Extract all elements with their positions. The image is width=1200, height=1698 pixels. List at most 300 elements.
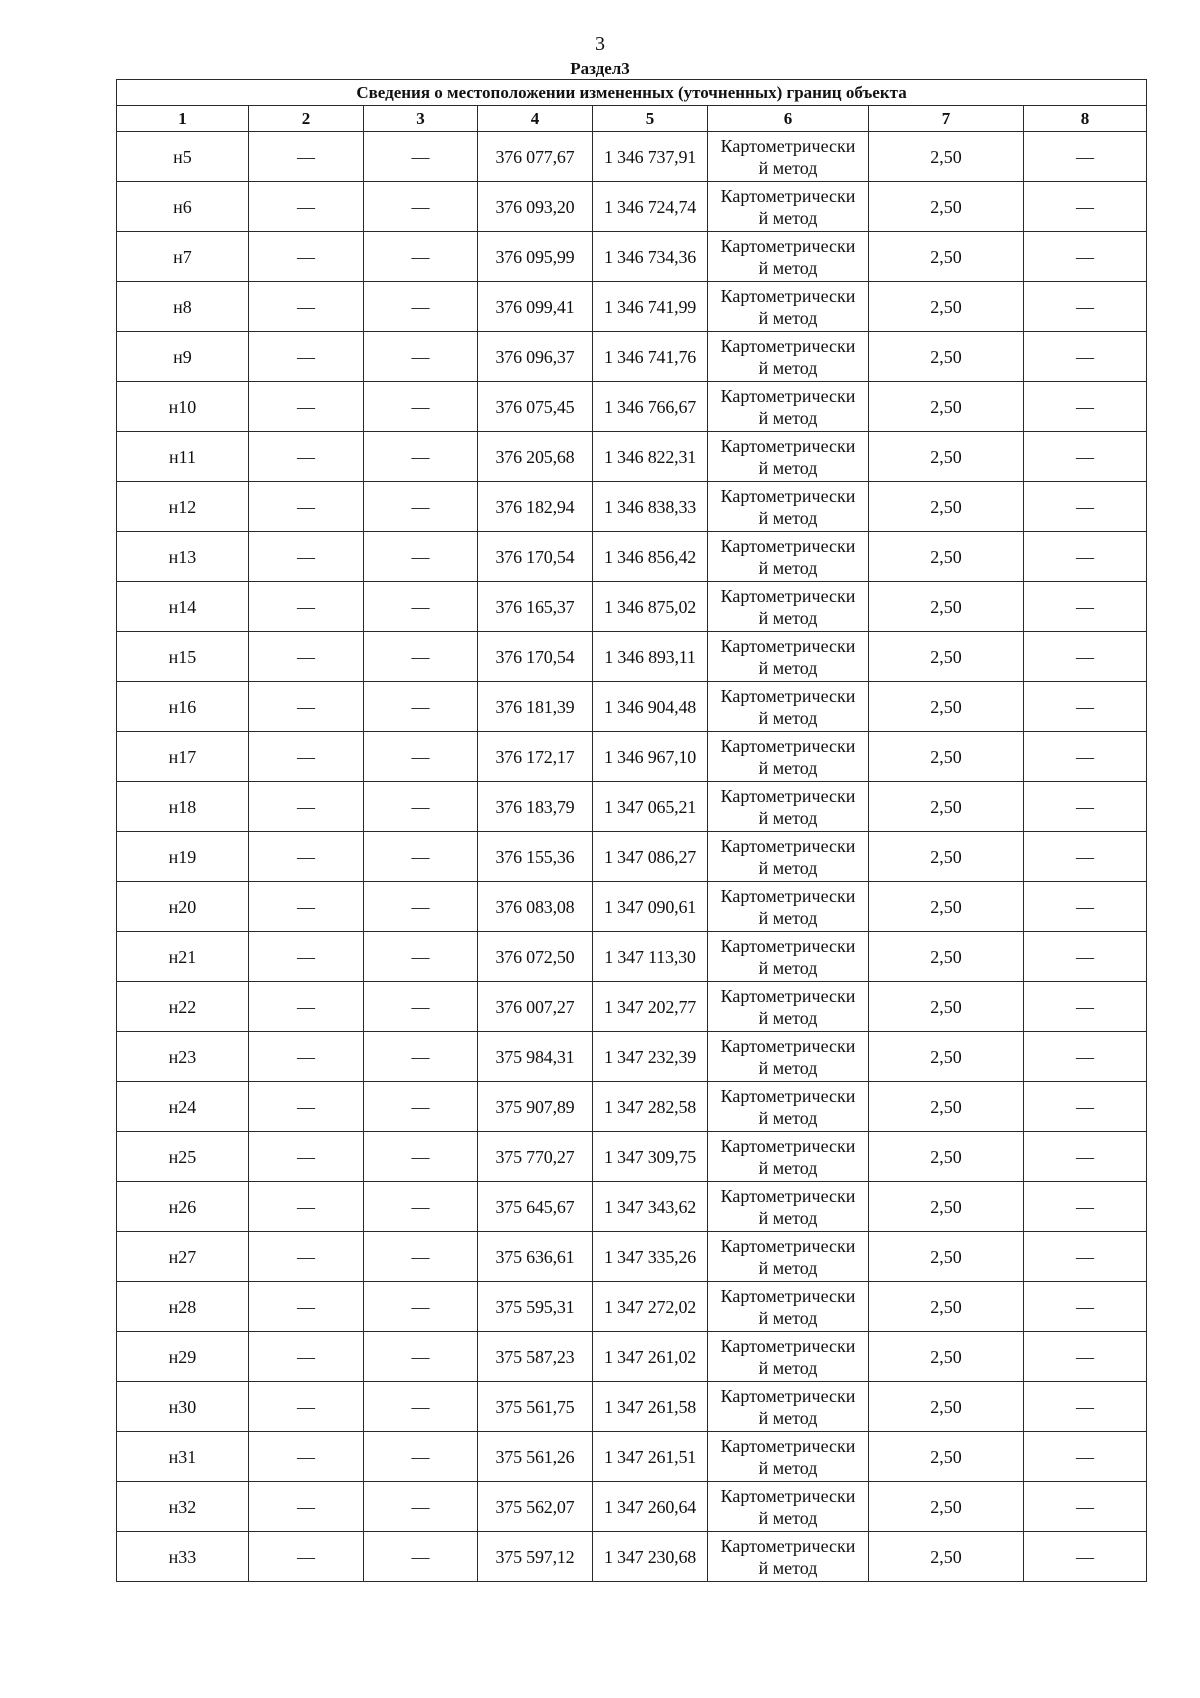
method-cell [708, 1382, 869, 1432]
x-coordinate-cell: 376 155,36 [478, 832, 593, 882]
method-line-1: Картометрически [720, 485, 856, 506]
x-coordinate-cell: 376 075,45 [478, 382, 593, 432]
accuracy-cell: 2,50 [869, 932, 1024, 982]
column-8-cell: — [1024, 1232, 1147, 1282]
column-8-cell: — [1024, 982, 1147, 1032]
method-line-2: й метод [758, 1307, 818, 1328]
accuracy-cell: 2,50 [869, 182, 1024, 232]
column-3-cell: — [364, 382, 478, 432]
point-id-cell: н9 [117, 332, 249, 382]
method-cell [708, 482, 869, 532]
accuracy-cell: 2,50 [869, 1182, 1024, 1232]
table-row [117, 1432, 1147, 1482]
column-8-cell: — [1024, 1182, 1147, 1232]
column-3-cell: — [364, 632, 478, 682]
point-id-cell: н8 [117, 282, 249, 332]
column-2-cell: — [249, 1482, 364, 1532]
method-cell [708, 732, 869, 782]
column-3-cell: — [364, 1032, 478, 1082]
column-3-cell: — [364, 882, 478, 932]
accuracy-cell: 2,50 [869, 282, 1024, 332]
method-line-2: й метод [758, 307, 818, 328]
method-line-1: Картометрически [720, 585, 856, 606]
method-line-1: Картометрически [720, 735, 856, 756]
method-cell [708, 882, 869, 932]
method-line-2: й метод [758, 1407, 818, 1428]
x-coordinate-cell: 375 645,67 [478, 1182, 593, 1232]
method-line-2: й метод [758, 1257, 818, 1278]
column-3-cell: — [364, 1482, 478, 1532]
method-line-2: й метод [758, 457, 818, 478]
table-row [117, 882, 1147, 932]
point-id-cell: н25 [117, 1132, 249, 1182]
column-2-cell: — [249, 1282, 364, 1332]
y-coordinate-cell: 1 346 875,02 [593, 582, 708, 632]
method-cell [708, 582, 869, 632]
method-line-1: Картометрически [720, 1085, 856, 1106]
point-id-cell: н10 [117, 382, 249, 432]
method-line-2: й метод [758, 407, 818, 428]
method-line-1: Картометрически [720, 1035, 856, 1056]
x-coordinate-cell: 376 183,79 [478, 782, 593, 832]
x-coordinate-cell: 375 984,31 [478, 1032, 593, 1082]
method-line-2: й метод [758, 1557, 818, 1578]
x-coordinate-cell: 376 096,37 [478, 332, 593, 382]
column-8-cell: — [1024, 332, 1147, 382]
y-coordinate-cell: 1 347 282,58 [593, 1082, 708, 1132]
column-2-cell: — [249, 182, 364, 232]
x-coordinate-cell: 375 587,23 [478, 1332, 593, 1382]
point-id-cell: н15 [117, 632, 249, 682]
y-coordinate-cell: 1 346 856,42 [593, 532, 708, 582]
column-8-cell: — [1024, 432, 1147, 482]
column-2-cell: — [249, 1082, 364, 1132]
point-id-cell: н33 [117, 1532, 249, 1582]
y-coordinate-cell: 1 346 967,10 [593, 732, 708, 782]
x-coordinate-cell: 375 561,75 [478, 1382, 593, 1432]
column-3-cell: — [364, 1532, 478, 1582]
column-2-cell: — [249, 632, 364, 682]
method-line-1: Картометрически [720, 385, 856, 406]
method-cell [708, 132, 869, 182]
column-2-cell: — [249, 1332, 364, 1382]
column-3-cell: — [364, 732, 478, 782]
column-3-cell: — [364, 232, 478, 282]
method-line-1: Картометрически [720, 535, 856, 556]
point-id-cell: н29 [117, 1332, 249, 1382]
accuracy-cell: 2,50 [869, 1382, 1024, 1432]
column-8-cell: — [1024, 482, 1147, 532]
method-line-2: й метод [758, 557, 818, 578]
accuracy-cell: 2,50 [869, 532, 1024, 582]
x-coordinate-cell: 376 095,99 [478, 232, 593, 282]
y-coordinate-cell: 1 346 734,36 [593, 232, 708, 282]
column-3-cell: — [364, 182, 478, 232]
method-line-1: Картометрически [720, 985, 856, 1006]
method-line-2: й метод [758, 357, 818, 378]
section-title: Раздел3 [570, 59, 630, 78]
column-3-cell: — [364, 832, 478, 882]
column-3-cell: — [364, 682, 478, 732]
x-coordinate-cell: 375 595,31 [478, 1282, 593, 1332]
column-8-cell: — [1024, 632, 1147, 682]
y-coordinate-cell: 1 346 766,67 [593, 382, 708, 432]
method-cell [708, 632, 869, 682]
point-id-cell: н31 [117, 1432, 249, 1482]
y-coordinate-cell: 1 347 086,27 [593, 832, 708, 882]
accuracy-cell: 2,50 [869, 982, 1024, 1032]
y-coordinate-cell: 1 346 822,31 [593, 432, 708, 482]
y-coordinate-cell: 1 346 737,91 [593, 132, 708, 182]
column-3-cell: — [364, 1232, 478, 1282]
method-line-1: Картометрически [720, 885, 856, 906]
x-coordinate-cell: 375 561,26 [478, 1432, 593, 1482]
x-coordinate-cell: 376 205,68 [478, 432, 593, 482]
column-3-cell: — [364, 932, 478, 982]
x-coordinate-cell: 376 172,17 [478, 732, 593, 782]
y-coordinate-cell: 1 347 261,02 [593, 1332, 708, 1382]
column-8-cell: — [1024, 282, 1147, 332]
method-cell [708, 782, 869, 832]
y-coordinate-cell: 1 347 261,58 [593, 1382, 708, 1432]
column-header: 4 [478, 106, 593, 132]
column-header: 3 [364, 106, 478, 132]
column-2-cell: — [249, 132, 364, 182]
table-row [117, 1232, 1147, 1282]
accuracy-cell: 2,50 [869, 732, 1024, 782]
method-cell [708, 1182, 869, 1232]
method-line-1: Картометрически [720, 335, 856, 356]
point-id-cell: н7 [117, 232, 249, 282]
method-cell [708, 932, 869, 982]
method-cell [708, 982, 869, 1032]
x-coordinate-cell: 375 562,07 [478, 1482, 593, 1532]
point-id-cell: н13 [117, 532, 249, 582]
table-row [117, 1182, 1147, 1232]
x-coordinate-cell: 376 083,08 [478, 882, 593, 932]
accuracy-cell: 2,50 [869, 582, 1024, 632]
column-2-cell: — [249, 732, 364, 782]
x-coordinate-cell: 376 099,41 [478, 282, 593, 332]
method-line-2: й метод [758, 607, 818, 628]
accuracy-cell: 2,50 [869, 882, 1024, 932]
accuracy-cell: 2,50 [869, 1432, 1024, 1482]
accuracy-cell: 2,50 [869, 382, 1024, 432]
column-2-cell: — [249, 282, 364, 332]
column-2-cell: — [249, 382, 364, 432]
method-cell [708, 532, 869, 582]
x-coordinate-cell: 376 170,54 [478, 632, 593, 682]
table-row [117, 632, 1147, 682]
method-line-2: й метод [758, 657, 818, 678]
method-cell [708, 1282, 869, 1332]
method-cell [708, 332, 869, 382]
y-coordinate-cell: 1 347 113,30 [593, 932, 708, 982]
point-id-cell: н30 [117, 1382, 249, 1432]
x-coordinate-cell: 376 170,54 [478, 532, 593, 582]
method-line-1: Картометрически [720, 1485, 856, 1506]
method-cell [708, 1532, 869, 1582]
column-8-cell: — [1024, 682, 1147, 732]
column-8-cell: — [1024, 832, 1147, 882]
method-line-2: й метод [758, 707, 818, 728]
method-line-2: й метод [758, 757, 818, 778]
column-2-cell: — [249, 1132, 364, 1182]
method-line-1: Картометрически [720, 1535, 856, 1556]
column-3-cell: — [364, 782, 478, 832]
column-2-cell: — [249, 782, 364, 832]
page-number: 3 [595, 33, 605, 55]
column-header: 2 [249, 106, 364, 132]
column-8-cell: — [1024, 1282, 1147, 1332]
column-3-cell: — [364, 132, 478, 182]
x-coordinate-cell: 376 181,39 [478, 682, 593, 732]
column-8-cell: — [1024, 1482, 1147, 1532]
method-cell [708, 1082, 869, 1132]
column-8-cell: — [1024, 782, 1147, 832]
accuracy-cell: 2,50 [869, 1082, 1024, 1132]
method-cell [708, 682, 869, 732]
point-id-cell: н18 [117, 782, 249, 832]
method-line-2: й метод [758, 1457, 818, 1478]
column-2-cell: — [249, 482, 364, 532]
point-id-cell: н5 [117, 132, 249, 182]
table-row [117, 1032, 1147, 1082]
table-row [117, 432, 1147, 482]
column-3-cell: — [364, 1432, 478, 1482]
accuracy-cell: 2,50 [869, 432, 1024, 482]
accuracy-cell: 2,50 [869, 332, 1024, 382]
accuracy-cell: 2,50 [869, 1132, 1024, 1182]
point-id-cell: н17 [117, 732, 249, 782]
column-3-cell: — [364, 582, 478, 632]
method-line-2: й метод [758, 257, 818, 278]
point-id-cell: н23 [117, 1032, 249, 1082]
method-cell [708, 1432, 869, 1482]
table-row [117, 1282, 1147, 1332]
y-coordinate-cell: 1 347 309,75 [593, 1132, 708, 1182]
method-line-1: Картометрически [720, 835, 856, 856]
column-3-cell: — [364, 1082, 478, 1132]
point-id-cell: н19 [117, 832, 249, 882]
y-coordinate-cell: 1 347 335,26 [593, 1232, 708, 1282]
y-coordinate-cell: 1 347 261,51 [593, 1432, 708, 1482]
method-line-2: й метод [758, 207, 818, 228]
column-8-cell: — [1024, 232, 1147, 282]
column-8-cell: — [1024, 132, 1147, 182]
method-line-2: й метод [758, 507, 818, 528]
column-2-cell: — [249, 982, 364, 1032]
table-row [117, 232, 1147, 282]
method-line-1: Картометрически [720, 1285, 856, 1306]
point-id-cell: н6 [117, 182, 249, 232]
table-caption: Сведения о местоположении измененных (уточненных) границ объекта [117, 80, 1147, 106]
accuracy-cell: 2,50 [869, 832, 1024, 882]
accuracy-cell: 2,50 [869, 482, 1024, 532]
column-3-cell: — [364, 332, 478, 382]
table-row [117, 182, 1147, 232]
method-line-1: Картометрически [720, 935, 856, 956]
column-8-cell: — [1024, 1532, 1147, 1582]
method-line-1: Картометрически [720, 1335, 856, 1356]
method-line-1: Картометрически [720, 1435, 856, 1456]
point-id-cell: н27 [117, 1232, 249, 1282]
method-cell [708, 1232, 869, 1282]
method-cell [708, 1132, 869, 1182]
point-id-cell: н11 [117, 432, 249, 482]
column-2-cell: — [249, 1532, 364, 1582]
y-coordinate-cell: 1 347 272,02 [593, 1282, 708, 1332]
method-line-2: й метод [758, 1357, 818, 1378]
method-line-1: Картометрически [720, 1185, 856, 1206]
point-id-cell: н24 [117, 1082, 249, 1132]
method-line-2: й метод [758, 1107, 818, 1128]
table-row [117, 1382, 1147, 1432]
column-2-cell: — [249, 432, 364, 482]
table-row [117, 732, 1147, 782]
accuracy-cell: 2,50 [869, 1532, 1024, 1582]
x-coordinate-cell: 375 907,89 [478, 1082, 593, 1132]
y-coordinate-cell: 1 347 202,77 [593, 982, 708, 1032]
column-2-cell: — [249, 532, 364, 582]
column-3-cell: — [364, 432, 478, 482]
method-line-1: Картометрически [720, 1135, 856, 1156]
table-row [117, 1132, 1147, 1182]
column-header: 7 [869, 106, 1024, 132]
method-line-2: й метод [758, 157, 818, 178]
column-8-cell: — [1024, 1332, 1147, 1382]
column-2-cell: — [249, 1432, 364, 1482]
method-line-2: й метод [758, 807, 818, 828]
accuracy-cell: 2,50 [869, 682, 1024, 732]
column-3-cell: — [364, 1282, 478, 1332]
column-3-cell: — [364, 482, 478, 532]
column-2-cell: — [249, 882, 364, 932]
x-coordinate-cell: 376 072,50 [478, 932, 593, 982]
method-line-1: Картометрически [720, 1385, 856, 1406]
method-line-1: Картометрически [720, 135, 856, 156]
y-coordinate-cell: 1 347 260,64 [593, 1482, 708, 1532]
table-header-row [117, 106, 1147, 132]
method-line-1: Картометрически [720, 1235, 856, 1256]
x-coordinate-cell: 375 597,12 [478, 1532, 593, 1582]
column-8-cell: — [1024, 1432, 1147, 1482]
method-line-1: Картометрически [720, 235, 856, 256]
column-3-cell: — [364, 282, 478, 332]
point-id-cell: н22 [117, 982, 249, 1032]
x-coordinate-cell: 375 636,61 [478, 1232, 593, 1282]
method-cell [708, 1482, 869, 1532]
method-line-1: Картометрически [720, 435, 856, 456]
y-coordinate-cell: 1 346 904,48 [593, 682, 708, 732]
accuracy-cell: 2,50 [869, 782, 1024, 832]
column-8-cell: — [1024, 182, 1147, 232]
table-row [117, 1532, 1147, 1582]
method-line-2: й метод [758, 1157, 818, 1178]
table-row [117, 1332, 1147, 1382]
accuracy-cell: 2,50 [869, 1032, 1024, 1082]
point-id-cell: н32 [117, 1482, 249, 1532]
table-row [117, 582, 1147, 632]
boundary-coordinates-table [116, 79, 1147, 1582]
table-caption-row [117, 80, 1147, 106]
point-id-cell: н20 [117, 882, 249, 932]
column-3-cell: — [364, 1132, 478, 1182]
table-row [117, 482, 1147, 532]
table-row [117, 982, 1147, 1032]
x-coordinate-cell: 376 093,20 [478, 182, 593, 232]
method-cell [708, 232, 869, 282]
column-8-cell: — [1024, 882, 1147, 932]
y-coordinate-cell: 1 347 090,61 [593, 882, 708, 932]
column-8-cell: — [1024, 1382, 1147, 1432]
column-8-cell: — [1024, 532, 1147, 582]
column-2-cell: — [249, 832, 364, 882]
x-coordinate-cell: 376 182,94 [478, 482, 593, 532]
method-line-2: й метод [758, 957, 818, 978]
method-cell [708, 182, 869, 232]
table-row [117, 782, 1147, 832]
y-coordinate-cell: 1 346 838,33 [593, 482, 708, 532]
method-cell [708, 432, 869, 482]
accuracy-cell: 2,50 [869, 132, 1024, 182]
table-row [117, 532, 1147, 582]
method-line-1: Картометрически [720, 785, 856, 806]
method-line-2: й метод [758, 1007, 818, 1028]
method-cell [708, 382, 869, 432]
column-8-cell: — [1024, 932, 1147, 982]
accuracy-cell: 2,50 [869, 1482, 1024, 1532]
column-8-cell: — [1024, 1032, 1147, 1082]
column-8-cell: — [1024, 1082, 1147, 1132]
accuracy-cell: 2,50 [869, 1282, 1024, 1332]
column-2-cell: — [249, 1032, 364, 1082]
column-2-cell: — [249, 582, 364, 632]
method-line-2: й метод [758, 1507, 818, 1528]
method-line-1: Картометрически [720, 285, 856, 306]
column-2-cell: — [249, 232, 364, 282]
point-id-cell: н28 [117, 1282, 249, 1332]
y-coordinate-cell: 1 347 343,62 [593, 1182, 708, 1232]
column-2-cell: — [249, 332, 364, 382]
y-coordinate-cell: 1 346 724,74 [593, 182, 708, 232]
column-header: 8 [1024, 106, 1147, 132]
column-header: 1 [117, 106, 249, 132]
point-id-cell: н21 [117, 932, 249, 982]
accuracy-cell: 2,50 [869, 1332, 1024, 1382]
y-coordinate-cell: 1 347 230,68 [593, 1532, 708, 1582]
table-row [117, 132, 1147, 182]
point-id-cell: н14 [117, 582, 249, 632]
y-coordinate-cell: 1 347 065,21 [593, 782, 708, 832]
method-cell [708, 832, 869, 882]
column-3-cell: — [364, 1332, 478, 1382]
column-3-cell: — [364, 1382, 478, 1432]
x-coordinate-cell: 375 770,27 [478, 1132, 593, 1182]
table-row [117, 832, 1147, 882]
column-8-cell: — [1024, 1132, 1147, 1182]
point-id-cell: н12 [117, 482, 249, 532]
table-row [117, 1482, 1147, 1532]
method-cell [708, 1032, 869, 1082]
table-row [117, 682, 1147, 732]
y-coordinate-cell: 1 346 741,99 [593, 282, 708, 332]
x-coordinate-cell: 376 007,27 [478, 982, 593, 1032]
column-8-cell: — [1024, 732, 1147, 782]
accuracy-cell: 2,50 [869, 1232, 1024, 1282]
method-line-2: й метод [758, 907, 818, 928]
point-id-cell: н26 [117, 1182, 249, 1232]
